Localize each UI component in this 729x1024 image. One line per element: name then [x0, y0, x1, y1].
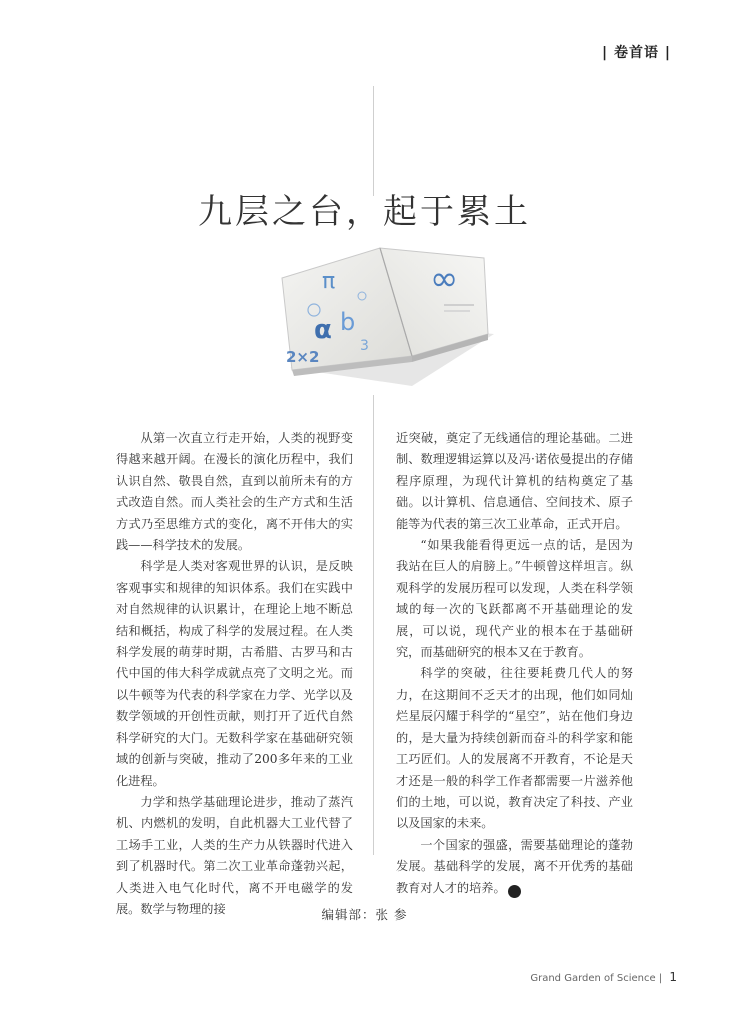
- page-number: 1: [669, 970, 677, 984]
- infinity-glyph: ∞: [430, 259, 459, 299]
- left-column: [116, 428, 353, 920]
- paragraph: 科学的突破，往往要耗费几代人的努力，在这期间不乏天才的出现，他们如同灿烂星辰闪耀于科学的“星空”，站在他们身边的，是大量为持续创新而奋斗的科学家和能工巧匠们。人的发展离不开教育，不论是天才还是一般的科学工作者都需要一片滋养他们的土地，可以说，教育决定了科技、产业以及国家的未来。: [396, 666, 633, 831]
- column-divider-top: [373, 86, 374, 196]
- three-glyph: 3: [360, 338, 369, 354]
- pi-glyph: π: [322, 269, 336, 294]
- b-glyph: b: [340, 308, 356, 336]
- page-footer: [530, 970, 677, 984]
- alpha-glyph: α: [314, 315, 332, 345]
- end-mark-icon: S: [508, 885, 521, 898]
- paragraph: 一个国家的强盛，需要基础理论的蓬勃发展。基础科学的发展，离不开优秀的基础教育对人才的培养。: [396, 837, 633, 895]
- paragraph: “如果我能看得更远一点的话，是因为我站在巨人的肩膀上。”牛顿曾这样坦言。纵观科学的发展历程可以发现，人类在科学领域的每一次的飞跃都离不开基础理论的发展，可以说，现代产业的根本在于基础研究，而基础研究的根本又在于教育。: [396, 538, 633, 660]
- editor-credit: 编辑部：张 参: [321, 907, 408, 922]
- section-tag: | 卷首语 |: [602, 45, 671, 61]
- article-title: 九层之台，起于累土: [198, 192, 531, 232]
- paragraph: 从第一次直立行走开始，人类的视野变得越来越开阔。在漫长的演化历程中，我们认识自然、敬畏自然，直到以前所未有的方式改造自然。而人类社会的生产方式和生活方式乃至思维方式的变化，离不开伟大的实践——科学技术的发展。: [116, 431, 353, 553]
- journal-name: Grand Garden of Science |: [530, 973, 663, 984]
- paragraph: 科学是人类对客观世界的认识，是反映客观事实和规律的知识体系。我们在实践中对自然规律的认识累计，在理论上地不断总结和概括，构成了科学的发展过程。在人类科学发展的萌芽时期，古希腊、古罗马和古代中国的伟大科学成就点亮了文明之光。而以牛顿等为代表的科学家在力学、光学以及数学领域的开创性贡献，则打开了近代自然科学研究的大门。无数科学家在基础研究领域的创新与突破，推动了200多年来的工业化进程。: [116, 559, 353, 788]
- column-divider: [373, 395, 374, 855]
- right-column: [396, 428, 633, 899]
- paragraph: 力学和热学基础理论进步，推动了蒸汽机、内燃机的发明，自此机器大工业代替了工场手工业，人类的生产力从铁器时代进入到了机器时代。第二次工业革命蓬勃兴起，人类进入电气化时代，离不开电磁学的发展。数学与物理的接: [116, 794, 353, 916]
- open-book-illustration: [262, 238, 502, 388]
- two-by-two-glyph: 2×2: [286, 348, 320, 366]
- paragraph-continuation: 近突破，奠定了无线通信的理论基础。二进制、数理逻辑运算以及冯·诺依曼提出的存储程序原理，为现代计算机的结构奠定了基础。以计算机、信息通信、空间技术、原子能等为代表的第三次工业革命，正式开启。: [396, 431, 633, 531]
